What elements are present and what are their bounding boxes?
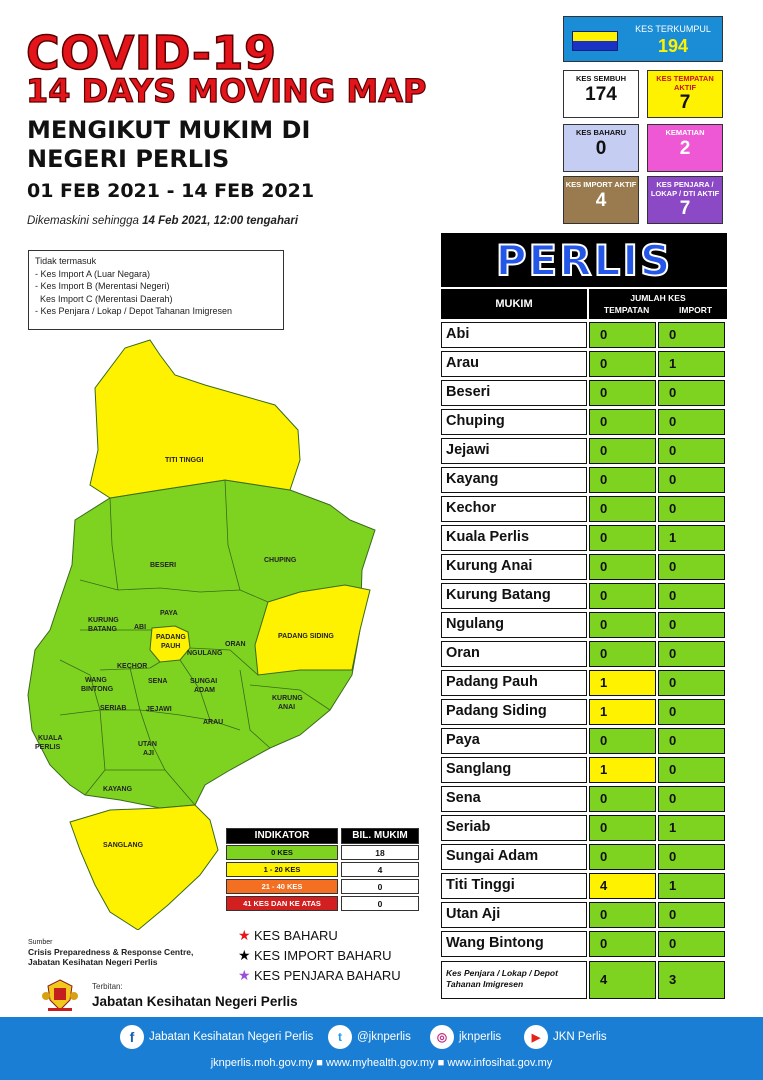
row-import: 0: [658, 554, 725, 580]
map-label-seriab: SERIAB: [100, 705, 127, 712]
table-row: [441, 815, 727, 841]
table-column-headers: [441, 289, 727, 319]
row-import: 0: [658, 699, 725, 725]
jata-crest-icon: [40, 978, 80, 1014]
legend-item: [238, 965, 401, 985]
map-label-kurung-anai: KURUNG: [272, 695, 303, 702]
row-import: 0: [658, 786, 725, 812]
map-label-kurung-anai: ANAI: [278, 704, 296, 711]
table-row: [441, 728, 727, 754]
stat-kes-baharu: [563, 124, 639, 172]
row-name: Oran: [441, 641, 587, 667]
row-name: Kechor: [441, 496, 587, 522]
case-legend: [238, 925, 401, 985]
stat-label: KES TEMPATAN AKTIF: [656, 74, 714, 92]
row-tempatan: 4: [589, 873, 656, 899]
map-label-beseri: BESERI: [150, 562, 177, 569]
table-row: [441, 873, 727, 899]
row-import: 1: [658, 525, 725, 551]
publisher-name: Jabatan Kesihatan Negeri Perlis: [92, 994, 298, 1009]
row-import: 0: [658, 409, 725, 435]
row-name: Paya: [441, 728, 587, 754]
table-row: [441, 699, 727, 725]
indicator-head-label: INDIKATOR: [226, 828, 338, 844]
row-name: Kurung Anai: [441, 554, 587, 580]
row-tempatan: 0: [589, 931, 656, 957]
map-label-kurung-batang: KURUNG: [88, 617, 119, 624]
map-label-sena: SENA: [148, 678, 168, 685]
twitter-icon: t: [328, 1025, 352, 1049]
row-name: Padang Pauh: [441, 670, 587, 696]
exclusion-item: Kes Import C (Merentasi Daerah): [35, 293, 173, 304]
row-name: Beseri: [441, 380, 587, 406]
legend-label: KES BAHARU: [254, 928, 338, 943]
updated-prefix: Dikemaskini sehingga: [27, 215, 139, 227]
legend-item: [238, 925, 401, 945]
stat-value: 7: [679, 92, 691, 113]
row-import: 0: [658, 380, 725, 406]
table-row-penjara: [441, 961, 727, 999]
map-label-sanglang: SANGLANG: [103, 842, 144, 849]
table-row: [441, 467, 727, 493]
stat-value: 7: [679, 198, 691, 219]
stat-kematian: [647, 124, 723, 172]
indicator-count: 18: [341, 845, 419, 860]
indicator-table: [226, 828, 419, 913]
map-label-padang-pauh: PAUH: [161, 643, 181, 650]
stat-kes-import-aktif: [563, 176, 639, 224]
instagram-label: jknperlis: [459, 1031, 502, 1043]
map-label-abi: ABI: [134, 624, 147, 631]
row-tempatan: 1: [589, 699, 656, 725]
row-name: Sungai Adam: [441, 844, 587, 870]
row-import: 0: [658, 641, 725, 667]
exclusion-item: - Kes Import A (Luar Negara): [35, 268, 151, 279]
map-label-wang-bintong: WANG: [85, 677, 107, 684]
exclusion-title: Tidak termasuk: [35, 256, 97, 266]
table-row: [441, 583, 727, 609]
row-tempatan: 0: [589, 409, 656, 435]
col-tempatan: TEMPATAN: [603, 305, 650, 315]
source-note: [28, 938, 218, 969]
row-tempatan: 0: [589, 641, 656, 667]
row-import: 0: [658, 496, 725, 522]
indicator-count: 0: [341, 879, 419, 894]
row-tempatan: 0: [589, 902, 656, 928]
stat-kes-sembuh: [563, 70, 639, 118]
terbitan-label: Terbitan:: [92, 982, 123, 991]
state-title: PERLIS: [495, 235, 673, 285]
subtitle: MENGIKUT MUKIM DI NEGERI PERLIS: [27, 116, 311, 173]
youtube-icon: ▶: [524, 1025, 548, 1049]
row-tempatan: 0: [589, 525, 656, 551]
map-label-titi-tinggi: TITI TINGGI: [165, 457, 204, 464]
footer: [0, 1017, 763, 1080]
row-name: Jejawi: [441, 438, 587, 464]
indicator-header: [226, 828, 419, 843]
row-import: 0: [658, 728, 725, 754]
indicator-count: 4: [341, 862, 419, 877]
facebook-label: Jabatan Kesihatan Negeri Perlis: [149, 1031, 314, 1043]
stat-label: KES SEMBUH: [575, 74, 626, 83]
row-import: 0: [658, 670, 725, 696]
mukim-case-table: [441, 233, 727, 999]
row-import: 0: [658, 612, 725, 638]
instagram-icon: ◎: [430, 1025, 454, 1049]
twitter-link[interactable]: [328, 1025, 411, 1049]
stat-label: KES BAHARU: [575, 128, 626, 137]
row-tempatan: 0: [589, 612, 656, 638]
row-tempatan: 0: [589, 844, 656, 870]
table-row: [441, 670, 727, 696]
row-name: Padang Siding: [441, 699, 587, 725]
legend-label: KES IMPORT BAHARU: [254, 948, 392, 963]
indicator-row: [226, 862, 419, 877]
stat-kes-tempatan-aktif: [647, 70, 723, 118]
indicator-row: [226, 845, 419, 860]
map-label-arau: ARAU: [203, 719, 224, 726]
stat-kes-terkumpul: [563, 16, 723, 62]
map-label-oran: ORAN: [225, 641, 246, 648]
stat-label: KES IMPORT AKTIF: [565, 180, 637, 189]
row-tempatan: 0: [589, 438, 656, 464]
table-state-header: [441, 233, 727, 287]
indicator-row: [226, 896, 419, 911]
twitter-label: @jknperlis: [357, 1031, 411, 1043]
perlis-flag-icon: [572, 31, 618, 51]
map-label-wang-bintong: BINTONG: [81, 686, 114, 693]
map-label-kurung-batang: BATANG: [88, 626, 117, 633]
row-name: Chuping: [441, 409, 587, 435]
table-row: [441, 931, 727, 957]
exclusion-item: - Kes Penjara / Lokap / Depot Tahanan Imigresen: [35, 306, 232, 317]
row-import: 0: [658, 467, 725, 493]
row-tempatan: 0: [589, 467, 656, 493]
indicator-label: 1 - 20 KES: [226, 862, 338, 877]
map-label-ngulang: NGULANG: [187, 650, 223, 657]
col-import: IMPORT: [679, 305, 713, 315]
map-label-kuala-perlis: PERLIS: [35, 744, 61, 751]
row-name: Titi Tinggi: [441, 873, 587, 899]
row-name: Ngulang: [441, 612, 587, 638]
map-label-utan-aji: UTAN: [138, 741, 157, 748]
row-tempatan: 0: [589, 322, 656, 348]
row-tempatan: 0: [589, 786, 656, 812]
row-import: 0: [658, 757, 725, 783]
table-row: [441, 612, 727, 638]
table-row: [441, 525, 727, 551]
col-jumlah-label: JUMLAH KES: [630, 293, 686, 303]
table-row: [441, 351, 727, 377]
youtube-link[interactable]: [524, 1025, 607, 1049]
table-row: [441, 844, 727, 870]
indicator-label: 0 KES: [226, 845, 338, 860]
row-import: 0: [658, 583, 725, 609]
legend-label: KES PENJARA BAHARU: [254, 968, 401, 983]
row-import: 0: [658, 322, 725, 348]
row-name: Sena: [441, 786, 587, 812]
table-row: [441, 496, 727, 522]
exclusion-item: - Kes Import B (Merentasi Negeri): [35, 281, 170, 292]
stat-value: 194: [657, 36, 689, 56]
table-row: [441, 554, 727, 580]
stat-value: 4: [595, 189, 607, 211]
stat-label: KES TERKUMPUL: [635, 24, 711, 34]
map-label-kayang: KAYANG: [103, 786, 133, 793]
row-import: 1: [658, 351, 725, 377]
facebook-icon: f: [120, 1025, 144, 1049]
map-label-sungai-adam: SUNGAI: [190, 678, 218, 685]
row-tempatan: 0: [589, 351, 656, 377]
row-import: 0: [658, 931, 725, 957]
stat-label: KEMATIAN: [665, 128, 705, 137]
exclusion-box: [28, 250, 284, 330]
updated-note: [27, 215, 298, 227]
youtube-label: JKN Perlis: [553, 1031, 607, 1043]
row-name: Wang Bintong: [441, 931, 587, 957]
black-star-icon: ★: [238, 947, 251, 963]
row-import: 0: [658, 438, 725, 464]
footer-links[interactable]: jknperlis.moh.gov.my ■ www.myhealth.gov.my ■ www.infosihat.gov.my: [210, 1057, 553, 1069]
indicator-label: 21 - 40 KES: [226, 879, 338, 894]
row-tempatan: 0: [589, 583, 656, 609]
row-tempatan: 0: [589, 554, 656, 580]
stat-kes-penjara: [647, 176, 723, 224]
indicator-label: 41 KES DAN KE ATAS: [226, 896, 338, 911]
red-star-icon: ★: [238, 927, 251, 943]
date-range: 01 FEB 2021 - 14 FEB 2021: [27, 180, 315, 202]
title-covid: COVID-19: [26, 26, 277, 80]
purple-star-icon: ★: [238, 967, 251, 983]
row-tempatan: 0: [589, 496, 656, 522]
map-label-padang-siding: PADANG SIDING: [278, 633, 334, 640]
row-name: Kayang: [441, 467, 587, 493]
row-name: Utan Aji: [441, 902, 587, 928]
row-tempatan: 4: [589, 961, 656, 999]
stat-value: 174: [585, 83, 617, 105]
row-tempatan: 1: [589, 670, 656, 696]
row-name: Arau: [441, 351, 587, 377]
col-jumlah-kes: [589, 289, 727, 319]
source-line: Crisis Preparedness & Response Centre,: [28, 946, 194, 957]
table-rows: [441, 322, 727, 957]
row-import: 1: [658, 815, 725, 841]
row-name: Seriab: [441, 815, 587, 841]
map-label-sungai-adam: ADAM: [194, 687, 215, 694]
row-name: Kurung Batang: [441, 583, 587, 609]
row-tempatan: 0: [589, 380, 656, 406]
row-name: Abi: [441, 322, 587, 348]
table-row: [441, 438, 727, 464]
title-moving-map: 14 DAYS MOVING MAP: [26, 72, 427, 110]
col-mukim: MUKIM: [441, 289, 587, 319]
map-label-padang-pauh: PADANG: [156, 634, 186, 641]
map-label-kuala-perlis: KUALA: [38, 735, 63, 742]
instagram-link[interactable]: [430, 1025, 501, 1049]
indicator-head-count: BIL. MUKIM: [341, 828, 419, 844]
row-tempatan: 1: [589, 757, 656, 783]
stat-label: KES PENJARA / LOKAP / DTI AKTIF: [650, 180, 720, 198]
map-label-jejawi: JEJAWI: [146, 706, 172, 713]
table-row: [441, 409, 727, 435]
map-label-kechor: KECHOR: [117, 663, 148, 670]
map-label-chuping: CHUPING: [264, 557, 297, 564]
map-label-utan-aji: AJI: [143, 750, 154, 757]
row-tempatan: 0: [589, 728, 656, 754]
indicator-row: [226, 879, 419, 894]
row-import: 0: [658, 902, 725, 928]
stat-value: 0: [595, 137, 607, 159]
row-name: Kes Penjara / Lokap / Depot Tahanan Imigresen: [441, 961, 587, 999]
map-region-titi-tinggi: [90, 340, 300, 498]
source-label: Sumber: [28, 939, 53, 946]
source-line: Jabatan Kesihatan Negeri Perlis: [28, 957, 158, 967]
table-row: [441, 786, 727, 812]
stat-value: 2: [679, 137, 691, 159]
indicator-count: 0: [341, 896, 419, 911]
row-import: 1: [658, 873, 725, 899]
table-row: [441, 641, 727, 667]
row-tempatan: 0: [589, 815, 656, 841]
map-region-sanglang: [70, 805, 218, 930]
row-import: 0: [658, 844, 725, 870]
table-row: [441, 380, 727, 406]
table-row: [441, 322, 727, 348]
row-name: Kuala Perlis: [441, 525, 587, 551]
row-import: 3: [658, 961, 725, 999]
updated-value: 14 Feb 2021, 12:00 tengahari: [142, 215, 299, 227]
map-label-paya: PAYA: [160, 610, 178, 617]
facebook-link[interactable]: [120, 1025, 313, 1049]
row-name: Sanglang: [441, 757, 587, 783]
table-row: [441, 757, 727, 783]
table-row: [441, 902, 727, 928]
legend-item: [238, 945, 401, 965]
